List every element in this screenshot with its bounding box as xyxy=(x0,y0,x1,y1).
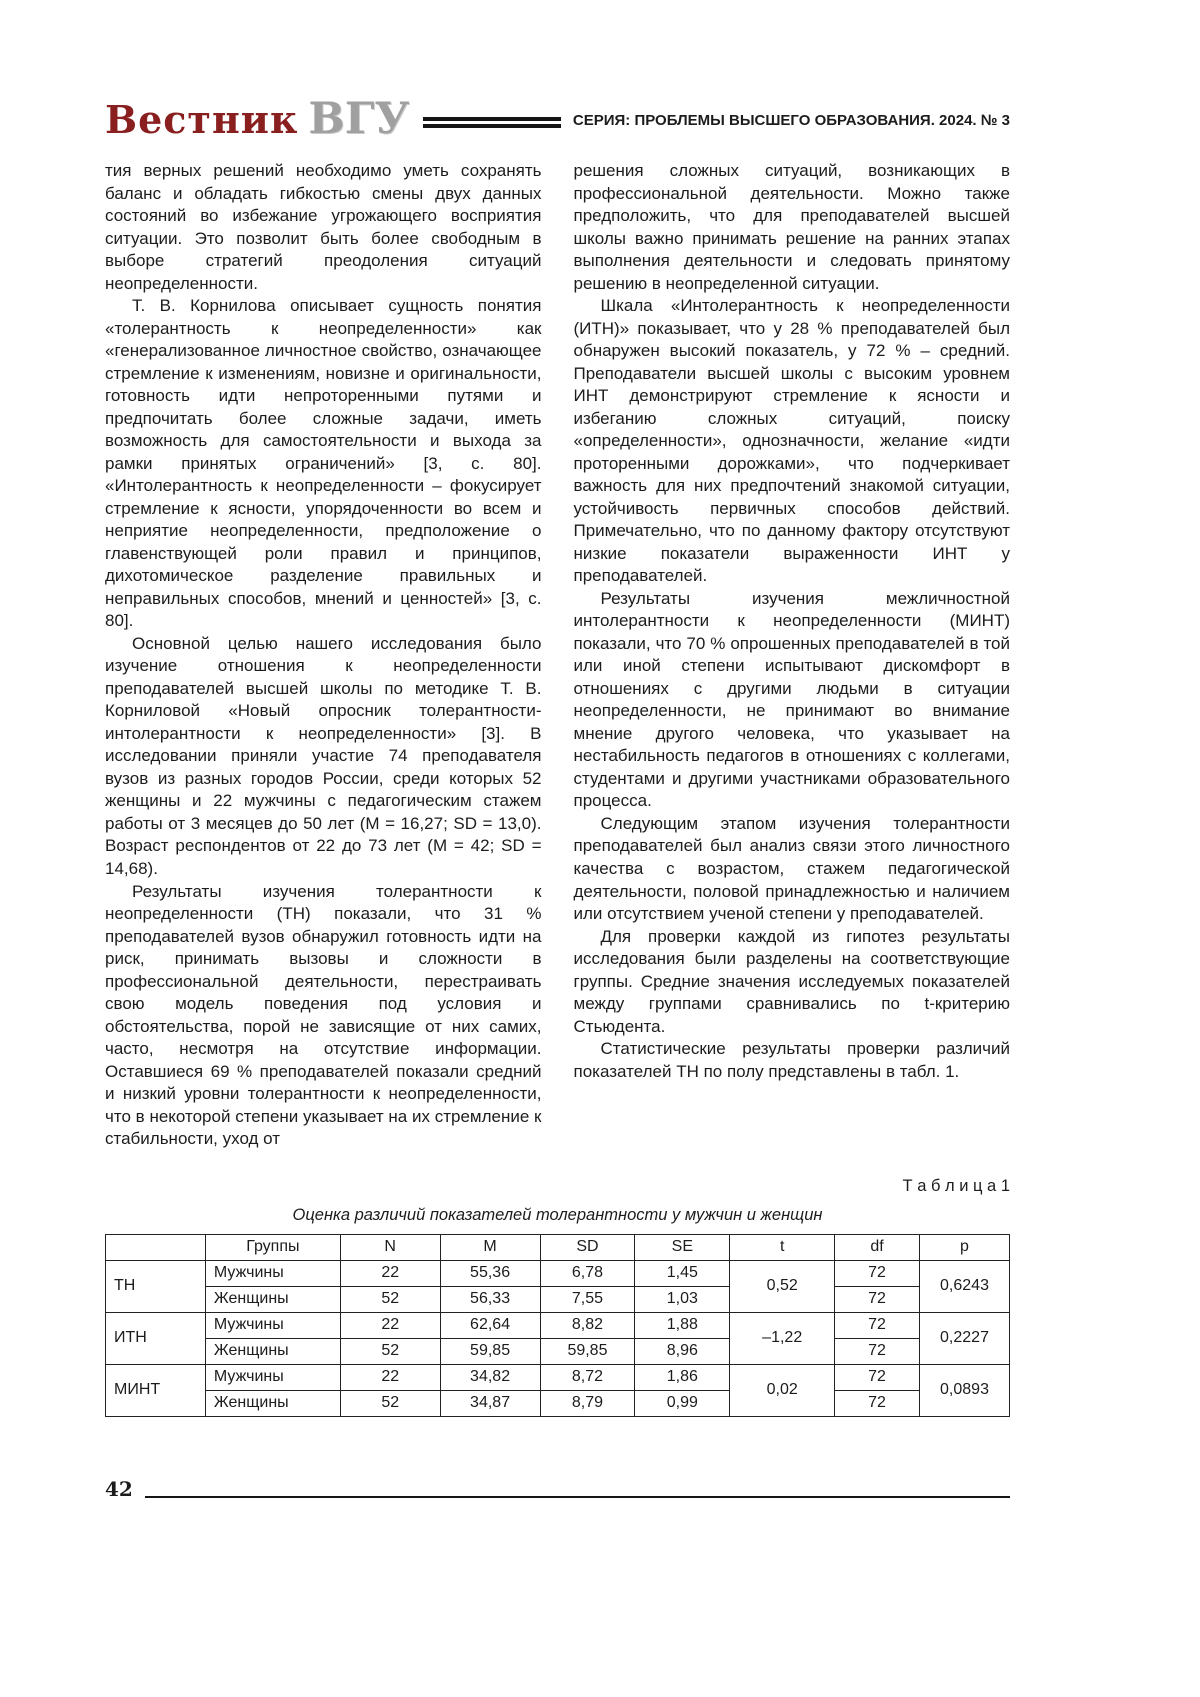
n-cell: 22 xyxy=(340,1312,440,1338)
paragraph: Т. В. Корнилова описывает сущность понятия «толерантность к неопределенности» как «генерализованное личностное свойство, означающее стремление к изменениям, новизне и оригинальности, готовность идти непроторенными путями и предпочитать более сложные задачи, иметь возможность для самостоятельности и выхода за рамки принятых ограничений» [3, с. 80]. «Интолерантность к неопределенности – фокусирует стремление к ясности, упорядоченности во всем и неприятие неопределенности, предположение о главенствующей роли правил и принципов, дихотомическое разделение правильных и неправильных способов, мнений и ценностей» [3, с. 80]. xyxy=(105,296,542,631)
table-header-row xyxy=(106,1234,1010,1260)
header-empty-cell xyxy=(106,1234,206,1260)
header-df: df xyxy=(835,1234,920,1260)
t-cell: 0,02 xyxy=(730,1364,835,1416)
n-cell: 22 xyxy=(340,1260,440,1286)
n-cell: 52 xyxy=(340,1338,440,1364)
df-cell: 72 xyxy=(835,1260,920,1286)
m-cell: 55,36 xyxy=(440,1260,540,1286)
group-cell: Мужчины xyxy=(205,1260,340,1286)
right-column xyxy=(574,160,1011,1151)
table-number-label: Т а б л и ц а 1 xyxy=(902,1176,1010,1195)
table-row xyxy=(106,1338,1010,1364)
se-cell: 1,88 xyxy=(635,1312,730,1338)
table-row xyxy=(106,1260,1010,1286)
t-cell: –1,22 xyxy=(730,1312,835,1364)
df-cell: 72 xyxy=(835,1312,920,1338)
table-row xyxy=(106,1364,1010,1390)
paragraph: Статистические результаты проверки различий показателей ТН по полу представлены в табл. 1. xyxy=(573,1039,1010,1081)
page-header xyxy=(105,93,1010,144)
se-cell: 0,99 xyxy=(635,1390,730,1416)
group-cell: Мужчины xyxy=(205,1364,340,1390)
n-cell: 52 xyxy=(340,1286,440,1312)
sd-cell: 59,85 xyxy=(540,1338,635,1364)
article-body xyxy=(105,160,1010,1151)
df-cell: 72 xyxy=(835,1338,920,1364)
header-n: N xyxy=(340,1234,440,1260)
left-column xyxy=(105,160,542,1151)
paragraph: Шкала «Интолерантность к неопределенности (ИТН)» показывает, что у 28 % преподавателей был обнаружен высокий показатель, у 72 % – средний. Преподаватели высшей школы с высоким уровнем ИНТ демонстрируют стремление к ясности и избеганию сложных ситуаций, поиску «определенности», однозначности, желание «идти проторенными дорожками», что подчеркивает важность для них предпочтений знакомой ситуации, устойчивость первичных способов действий. Примечательно, что по данному фактору отсутствуют низкие показатели выраженности ИНТ у преподавателей. xyxy=(573,296,1010,586)
table-row xyxy=(106,1312,1010,1338)
df-cell: 72 xyxy=(835,1286,920,1312)
metric-cell: ТН xyxy=(106,1260,206,1312)
footer-rule xyxy=(145,1496,1010,1498)
n-cell: 22 xyxy=(340,1364,440,1390)
header-t: t xyxy=(730,1234,835,1260)
se-cell: 1,45 xyxy=(635,1260,730,1286)
header-se: SE xyxy=(635,1234,730,1260)
df-cell: 72 xyxy=(835,1390,920,1416)
sd-cell: 8,72 xyxy=(540,1364,635,1390)
table-caption: Оценка различий показателей толерантности у мужчин и женщин xyxy=(292,1205,823,1224)
series-title: СЕРИЯ: ПРОБЛЕМЫ ВЫСШЕГО ОБРАЗОВАНИЯ. 2024. № 3 xyxy=(572,111,1010,129)
se-cell: 1,03 xyxy=(635,1286,730,1312)
paragraph: Для проверки каждой из гипотез результаты исследования были разделены на соответствующие группы. Средние значения исследуемых показателей между группами сравнивались по t-критерию Стьюдента. xyxy=(573,926,1010,1036)
header-groups: Группы xyxy=(205,1234,340,1260)
paragraph: Результаты изучения толерантности к неопределенности (ТН) показали, что 31 % преподавателей вузов обнаружил готовность идти на риск, принимать вызовы и сложности в профессиональной деятельности, перестраивать свою модель поведения под условия и обстоятельства, порой не зависящие от них самих, часто, несмотря на отсутствие информации. Оставшиеся 69 % преподавателей показали средний и низкий уровни толерантности к неопределенности, что в некоторой степени указывает на их стремление к стабильности, уход от xyxy=(105,881,542,1149)
logo-vestnik-text: Вестник xyxy=(105,96,299,142)
group-cell: Женщины xyxy=(205,1338,340,1364)
header-m: M xyxy=(440,1234,540,1260)
page-number: 42 xyxy=(105,1476,133,1501)
group-cell: Женщины xyxy=(205,1390,340,1416)
group-cell: Женщины xyxy=(205,1286,340,1312)
metric-cell: МИНТ xyxy=(106,1364,206,1416)
p-cell: 0,2227 xyxy=(920,1312,1010,1364)
m-cell: 59,85 xyxy=(440,1338,540,1364)
journal-logo xyxy=(105,93,410,144)
p-cell: 0,0893 xyxy=(920,1364,1010,1416)
table-row xyxy=(106,1286,1010,1312)
paragraph: тия верных решений необходимо уметь сохранять баланс и обладать гибкостью смены двух данных состояний во избежание угрожающего восприятия ситуации. Это позволит быть более свободным в выборе стратегий преодоления ситуаций неопределенности. xyxy=(105,161,542,293)
se-cell: 8,96 xyxy=(635,1338,730,1364)
sd-cell: 7,55 xyxy=(540,1286,635,1312)
page-footer xyxy=(105,1476,1010,1501)
paragraph: Следующим этапом изучения толерантности преподавателей был анализ связи этого личностного качества с возрастом, стажем педагогической деятельности, половой принадлежностью и наличием или отсутствием ученой степени у преподавателей. xyxy=(573,813,1010,924)
m-cell: 34,82 xyxy=(440,1364,540,1390)
paragraph: Результаты изучения межличностной интолерантности к неопределенности (МИНТ) показали, что 70 % опрошенных преподавателей в той или иной степени испытывают дискомфорт в отношениях с другими людьми в ситуации неопределенности, не принимают во внимание мнение другого человека, что указывает на нестабильность педагогов в отношениях с коллегами, студентами и другими участниками образовательного процесса. xyxy=(573,588,1010,811)
paragraph: Основной целью нашего исследования было изучение отношения к неопределенности преподавателей высшей школы по методике Т. В. Корниловой «Новый опросник толерантности-интолерантности к неопределенности» [3]. В исследовании приняли участие 74 преподавателя вузов из разных городов России, среди которых 52 женщины и 22 мужчины с педагогическим стажем работы от 3 месяцев до 50 лет (M = 16,27; SD = 13,0). Возраст респондентов от 22 до 73 лет (M = 42; SD = 14,68). xyxy=(105,633,542,878)
m-cell: 62,64 xyxy=(440,1312,540,1338)
metric-cell: ИТН xyxy=(106,1312,206,1364)
paragraph: решения сложных ситуаций, возникающих в профессиональной деятельности. Можно также предположить, что для преподавателей высшей школы важно принимать решение на ранних этапах выполнения деятельности и следовать принятому решению в неопределенной ситуации. xyxy=(573,161,1010,293)
se-cell: 1,86 xyxy=(635,1364,730,1390)
df-cell: 72 xyxy=(835,1364,920,1390)
m-cell: 34,87 xyxy=(440,1390,540,1416)
sd-cell: 6,78 xyxy=(540,1260,635,1286)
n-cell: 52 xyxy=(340,1390,440,1416)
header-sd: SD xyxy=(540,1234,635,1260)
header-double-rule xyxy=(423,117,561,128)
sd-cell: 8,82 xyxy=(540,1312,635,1338)
header-p: p xyxy=(920,1234,1010,1260)
table-row xyxy=(106,1390,1010,1416)
sd-cell: 8,79 xyxy=(540,1390,635,1416)
results-table xyxy=(105,1234,1010,1417)
m-cell: 56,33 xyxy=(440,1286,540,1312)
p-cell: 0,6243 xyxy=(920,1260,1010,1312)
group-cell: Мужчины xyxy=(205,1312,340,1338)
table-block xyxy=(105,1177,1010,1417)
t-cell: 0,52 xyxy=(730,1260,835,1312)
logo-vgu-text: ВГУ xyxy=(308,93,410,144)
